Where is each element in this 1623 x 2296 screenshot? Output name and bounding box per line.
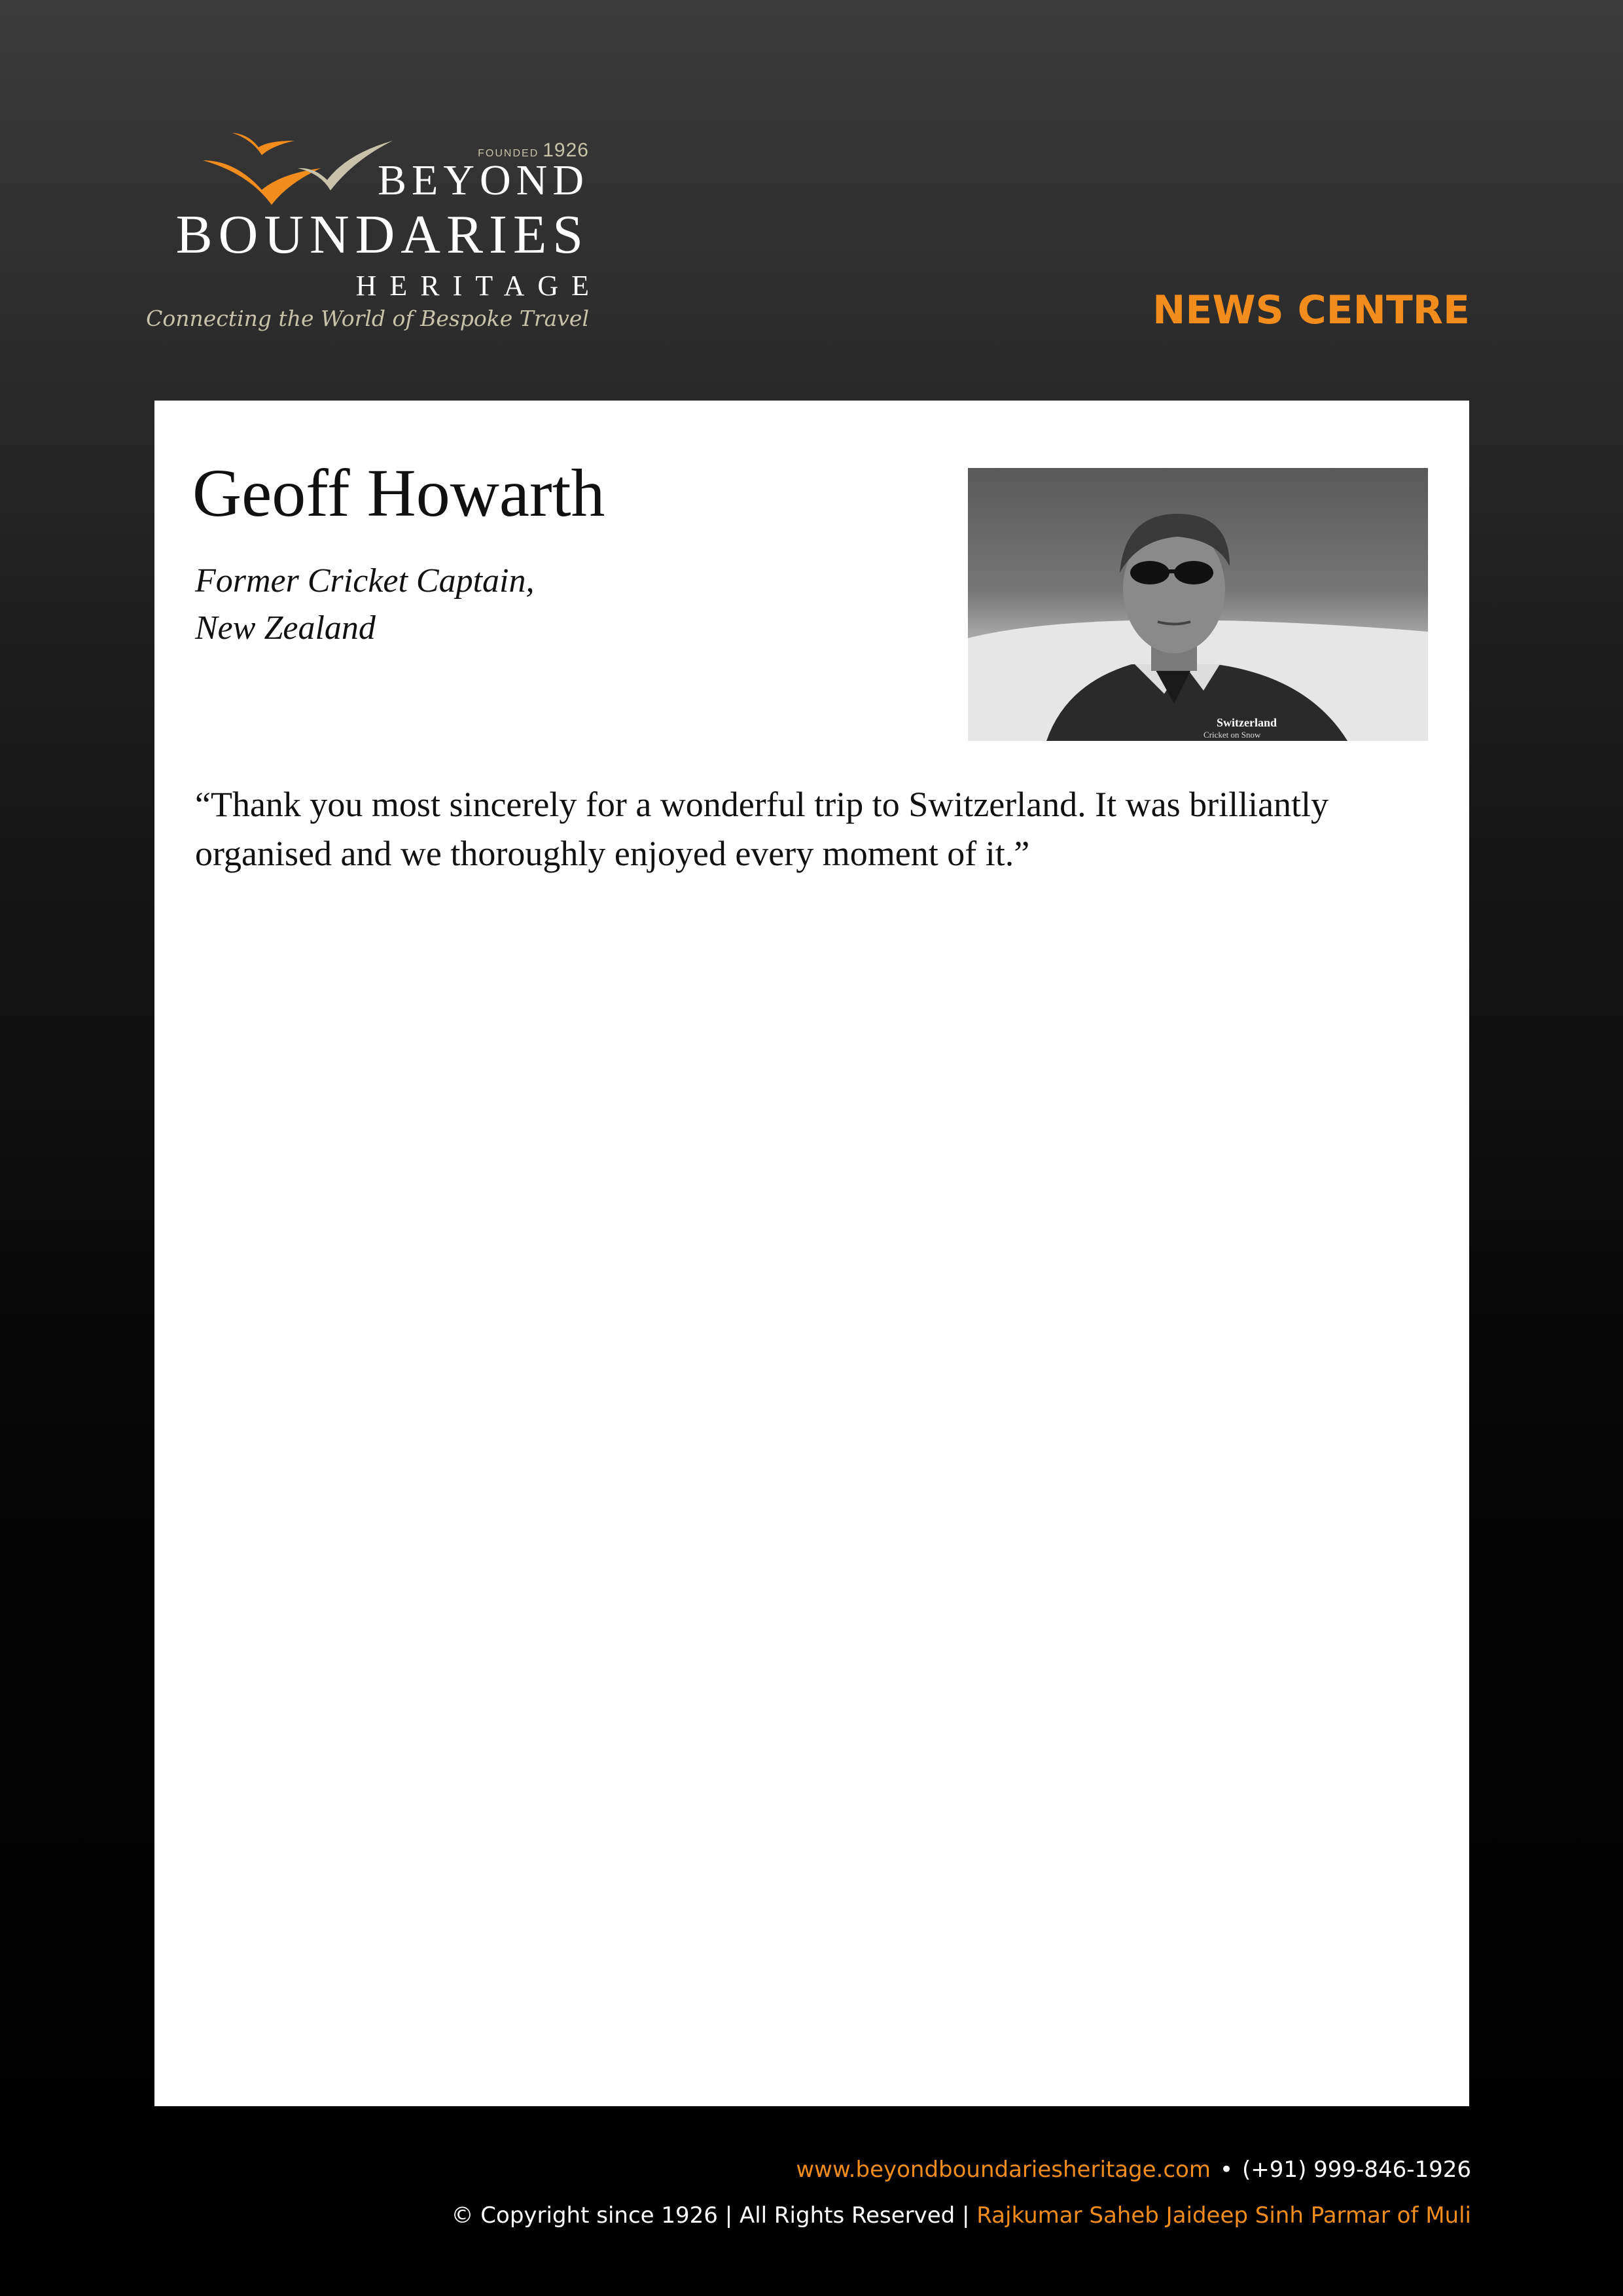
logo-word-heritage: HERITAGE <box>355 270 602 302</box>
person-role <box>195 558 535 652</box>
website-link[interactable]: www.beyondboundariesheritage.com <box>796 2157 1211 2183</box>
role-line-1: Former Cricket Captain, <box>195 562 535 600</box>
svg-text:Cricket on Snow: Cricket on Snow <box>1204 730 1261 740</box>
portrait-illustration <box>968 468 1428 741</box>
logo-tagline: Connecting the World of Bespoke Travel <box>146 306 589 331</box>
testimonial-quote: “Thank you most sincerely for a wonderful trip to Switzerland. It was brilliantly organised and we thoroughly enjoyed every moment of it.” <box>195 785 1329 873</box>
founded-label: FOUNDED 1926 <box>478 139 589 161</box>
section-title: NEWS CENTRE <box>1152 287 1470 333</box>
footer-contact <box>796 2159 1471 2181</box>
logo-word-beyond: BEYOND <box>378 156 589 204</box>
svg-text:Switzerland: Switzerland <box>1217 716 1277 729</box>
footer-copyright <box>451 2204 1471 2227</box>
owner-name: Rajkumar Saheb Jaideep Sinh Parmar of Muli <box>976 2202 1471 2229</box>
person-photo <box>968 468 1428 741</box>
person-name: Geoff Howarth <box>192 456 605 531</box>
bullet-separator: • <box>1219 2157 1234 2183</box>
birds-icon <box>196 128 393 213</box>
role-line-2: New Zealand <box>195 609 376 647</box>
copyright-text: © Copyright since 1926 | All Rights Reserved | <box>451 2202 970 2229</box>
testimonial-card <box>154 401 1469 2106</box>
company-logo <box>146 128 602 350</box>
logo-word-boundaries: BOUNDARIES <box>175 204 589 265</box>
phone-number: (+91) 999-846-1926 <box>1242 2157 1471 2183</box>
